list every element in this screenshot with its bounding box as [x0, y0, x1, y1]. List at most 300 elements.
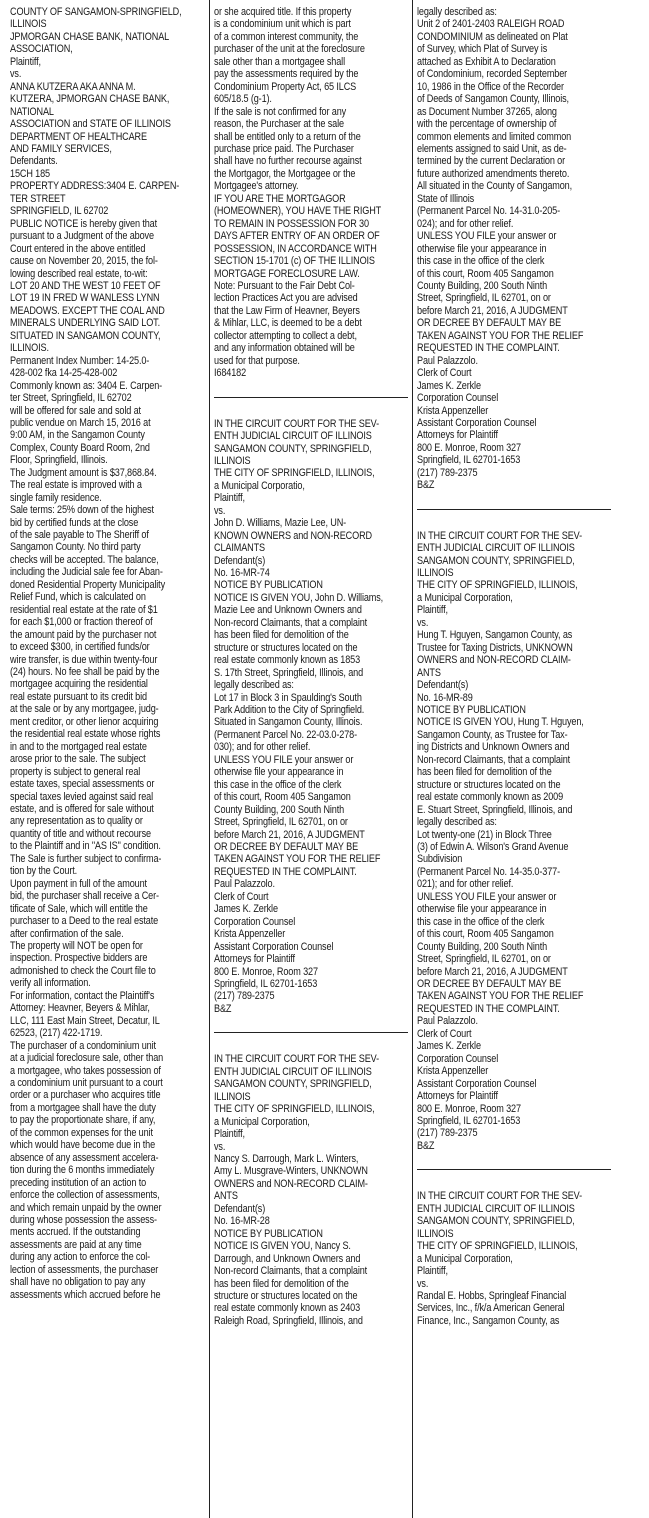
notice-text-line: Sangamon County, as Trustee for Tax-	[417, 728, 568, 741]
notice-text-line: the residential real estate whose rights	[10, 728, 161, 741]
notice-text-line: COUNTY OF SANGAMON-SPRINGFIELD,	[10, 6, 182, 18]
notice-text-line: (217) 789-2375	[417, 466, 478, 479]
notice-text-line: CLAIMANTS	[214, 542, 265, 555]
notice-text-line: NOTICE IS GIVEN YOU, John D. Williams,	[214, 591, 384, 604]
notice-text-line: real estate pursuant to its credit bid	[10, 690, 147, 703]
notice-text-line: POSSESSION, IN ACCORDANCE WITH	[214, 242, 377, 255]
notice-text-line: IN THE CIRCUIT COURT FOR THE SEV-	[214, 1053, 379, 1066]
notice-text-line: and which remain unpaid by the owner	[10, 1201, 162, 1214]
notice-text-line: 024); and for other relief.	[417, 217, 514, 230]
notice-text-line: NATIONAL	[10, 105, 54, 118]
notice-text-line: (Permanent Parcel No. 14-35.0-377-	[417, 865, 560, 878]
notice-text-line: ENTH JUDICIAL CIRCUIT OF ILLINOIS	[214, 1065, 372, 1078]
notice-text-line: of this court, Room 405 Sangamon	[417, 928, 554, 941]
notice-text-line: The purchaser of a condominium unit	[10, 1039, 156, 1052]
notice-text-line: ILLINOIS	[417, 1227, 454, 1240]
notice-text-line: with the percentage of ownership of	[417, 118, 557, 131]
notice-text-line: structure or structures located on the	[214, 641, 358, 654]
notice-text-line: Darrough, and Unknown Owners and	[214, 1252, 361, 1265]
notice-text-line: Krista Appenzeller	[417, 404, 489, 417]
notice-text-line: All situated in the County of Sangamon,	[417, 180, 573, 193]
legal-notice	[10, 6, 205, 1301]
legal-notice	[214, 1053, 408, 1327]
notice-text-line: Nancy S. Darrough, Mark L. Winters,	[214, 1152, 359, 1165]
notice-text-line: reason, the Purchaser at the sale	[214, 118, 344, 131]
notice-text-line: mortgagee acquiring the residential	[10, 678, 148, 691]
notice-text-line: B&Z	[417, 1139, 435, 1152]
notice-text-line: at the sale or by any mortgagee, judg-	[10, 703, 159, 716]
notice-text-line: before March 21, 2016, A JUDGMENT	[214, 828, 365, 841]
notice-text-line: Note: Pursuant to the Fair Debt Col-	[214, 279, 355, 292]
notice-text-line: Situated in Sangamon County, Illinois.	[214, 716, 363, 729]
notice-text-line: Clerk of Court	[417, 1027, 472, 1040]
notice-text-line: tificate of Sale, which will entitle the	[10, 902, 148, 915]
notice-text-line: KNOWN OWNERS and NON-RECORD	[214, 529, 372, 542]
notice-text-line: NOTICE IS GIVEN YOU, Nancy S.	[214, 1240, 351, 1253]
notice-text-line: Attorney: Heavner, Beyers & Mihlar,	[10, 1002, 150, 1015]
notice-text-line: SITUATED IN SANGAMON COUNTY,	[10, 329, 161, 342]
notice-text-line: 800 E. Monroe, Room 327	[417, 1102, 521, 1115]
notice-text-line: CONDOMINIUM as delineated on Plat	[417, 30, 568, 43]
notice-text-line: The Sale is further subject to confirma-	[10, 852, 162, 865]
notice-text-line: during any action to enforce the col-	[10, 1251, 151, 1264]
notice-text-line: a Municipal Corporation,	[214, 1115, 310, 1128]
notice-text-line: Plaintiff,	[417, 604, 448, 617]
notice-text-line: The Judgment amount is $37,868.84.	[10, 466, 157, 479]
column-2	[209, 0, 412, 1518]
notice-text-line: at a judicial foreclosure sale, other than	[10, 1052, 164, 1065]
notice-text-line: or she acquired title. If this property	[214, 6, 352, 18]
notice-text-line: OR DECREE BY DEFAULT MAY BE	[214, 841, 359, 853]
notice-text-line: (3) of Edwin A. Wilson's Grand Avenue	[417, 841, 569, 853]
notice-text-line: ter Street, Springfield, IL 62702	[10, 392, 132, 405]
notice-text-line: as Document Number 37265, along	[417, 105, 557, 118]
notice-text-line: If the sale is not confirmed for any	[214, 105, 347, 118]
notice-text-line: Street, Springfield, IL 62701, on or	[417, 953, 551, 966]
notice-text-line: vs.	[417, 1277, 429, 1290]
notice-text-line: ments accrued. If the outstanding	[10, 1226, 141, 1239]
notice-text-line: ILLINOIS	[214, 454, 251, 467]
notice-text-line: real estate commonly known as 1853	[214, 654, 361, 667]
notice-text-line: Street, Springfield, IL 62701, on or	[214, 816, 348, 829]
notice-text-line: IN THE CIRCUIT COURT FOR THE SEV-	[417, 529, 582, 542]
notice-text-line: THE CITY OF SPRINGFIELD, ILLINOIS,	[417, 579, 578, 592]
notice-text-line: Paul Palazzolo.	[417, 1015, 478, 1028]
notice-text-line: real estate commonly known as 2403	[214, 1302, 361, 1315]
notice-text-line: Mazie Lee and Unknown Owners and	[214, 604, 362, 617]
notice-text-line: MEADOWS. EXCEPT THE COAL AND	[10, 304, 165, 317]
notice-text-line: County Building, 200 South Ninth	[417, 279, 548, 292]
notice-text-line: SPRINGFIELD, IL 62702	[10, 205, 109, 218]
legal-notice	[214, 6, 408, 380]
notice-text-line: estate, and is offered for sale without	[10, 803, 154, 815]
notice-text-line: Assistant Corporation Counsel	[214, 940, 334, 953]
notice-text-line: ing Districts and Unknown Owners and	[417, 741, 570, 754]
notice-text-line: DEPARTMENT OF HEALTHCARE	[10, 130, 147, 143]
notice-text-line: Raleigh Road, Springfield, Illinois, and	[214, 1314, 363, 1327]
notice-text-line: John D. Williams, Mazie Lee, UN-	[214, 517, 347, 530]
notice-text-line: James K. Zerkle	[417, 379, 481, 392]
notice-text-line: OWNERS and NON-RECORD CLAIM-	[417, 654, 571, 667]
notice-text-line: ENTH JUDICIAL CIRCUIT OF ILLINOIS	[214, 430, 372, 443]
notice-divider	[214, 1032, 408, 1033]
notice-text-line: of Deeds of Sangamon County, Illinois,	[417, 93, 569, 106]
notice-text-line: (Permanent Parcel No. 14-31.0-205-	[417, 205, 560, 218]
notice-text-line: SANGAMON COUNTY, SPRINGFIELD,	[214, 1078, 372, 1091]
notice-text-line: Springfield, IL 62701-1653	[214, 977, 318, 990]
notice-text-line: has been filed for demolition of the	[214, 629, 349, 642]
notice-text-line: TAKEN AGAINST YOU FOR THE RELIEF	[417, 329, 584, 342]
notice-text-line: MINERALS UNDERLYING SAID LOT.	[10, 317, 161, 330]
notice-text-line: bid by certified funds at the close	[10, 516, 139, 529]
notice-text-line: a Municipal Corporation,	[417, 1252, 513, 1265]
notice-text-line: estate taxes, special assessments or	[10, 778, 155, 791]
notice-text-line: Attorneys for Plaintiff	[214, 953, 295, 966]
notice-text-line: (217) 789-2375	[214, 990, 275, 1003]
notice-text-line: THE CITY OF SPRINGFIELD, ILLINOIS,	[417, 1240, 578, 1253]
notice-text-line: structure or structures located on the	[214, 1289, 358, 1302]
notice-text-line: The property will NOT be open for	[10, 939, 143, 952]
notice-text-line: (24) hours. No fee shall be paid by the	[10, 666, 160, 679]
notice-text-line: real estate commonly known as 2009	[417, 791, 564, 804]
notice-text-line: lection Practices Act you are advised	[214, 292, 358, 305]
notice-text-line: S. 17th Street, Springfield, Illinois, and	[214, 666, 364, 679]
notice-text-line: OR DECREE BY DEFAULT MAY BE	[417, 977, 562, 990]
notice-text-line: For information, contact the Plaintiff's	[10, 989, 155, 1002]
notice-text-line: ment creditor, or other lienor acquiring	[10, 715, 159, 728]
notice-text-line: from a mortgagee shall have the duty	[10, 1101, 156, 1114]
notice-text-line: absence of any assessment accelera-	[10, 1151, 159, 1164]
notice-text-line: the Mortgagor, the Mortgagee or the	[214, 167, 356, 180]
legal-notice	[417, 6, 611, 492]
notice-text-line: 10, 1986 in the Office of the Recorder	[417, 80, 564, 93]
notice-text-line: preceding institution of an action to	[10, 1176, 147, 1189]
notice-text-line: (217) 789-2375	[417, 1127, 478, 1140]
notice-text-line: Unit 2 of 2401-2403 RALEIGH ROAD	[417, 18, 565, 31]
notice-text-line: elements assigned to said Unit, as de-	[417, 142, 567, 155]
notice-text-line: Plaintiff,	[10, 55, 41, 68]
notice-text-line: special taxes levied against said real	[10, 790, 153, 803]
notice-text-line: NOTICE IS GIVEN YOU, Hung T. Hguyen,	[417, 716, 584, 729]
notice-text-line: sale other than a mortgagee shall	[214, 55, 345, 68]
notice-text-line: 605/18.5 (g-1).	[214, 93, 272, 106]
notice-text-line: shall have no further recourse against	[214, 155, 362, 168]
notice-text-line: Clerk of Court	[214, 890, 269, 903]
notice-text-line: Krista Appenzeller	[417, 1065, 489, 1078]
notice-text-line: this case in the office of the clerk	[417, 915, 545, 928]
notice-text-line: OR DECREE BY DEFAULT MAY BE	[417, 317, 562, 330]
notice-text-line: vs.	[214, 1140, 226, 1153]
notice-text-line: Lot twenty-one (21) in Block Three	[417, 828, 552, 841]
notice-text-line: Sangamon County. No third party	[10, 541, 141, 554]
notice-text-line: to the Plaintiff and in "AS IS" condition.	[10, 840, 161, 853]
notice-text-line: doned Residential Property Municipality	[10, 578, 166, 591]
notice-text-line: ILLINOIS.	[10, 342, 49, 355]
notice-text-line: No. 16-MR-28	[214, 1215, 270, 1228]
notice-text-line: used for that purpose.	[214, 354, 300, 367]
column-1	[6, 0, 209, 1518]
notice-text-line: Attorneys for Plaintiff	[417, 429, 498, 442]
notice-text-line: cause on November 20, 2015, the fol-	[10, 255, 158, 268]
notice-text-line: Randal E. Hobbs, Springleaf Financial	[417, 1289, 567, 1302]
notice-text-line: otherwise file your appearance in	[417, 242, 547, 255]
notice-text-line: arose prior to the sale. The subject	[10, 753, 146, 766]
notice-text-line: 62523, (217) 422-1719.	[10, 1027, 103, 1040]
notice-text-line: quantity of title and without recourse	[10, 827, 151, 840]
notice-text-line: ASSOCIATION and STATE OF ILLINOIS	[10, 118, 171, 131]
notice-text-line: 800 E. Monroe, Room 327	[214, 965, 318, 978]
notice-text-line: wire transfer, is due within twenty-four	[10, 653, 158, 666]
notice-text-line: of this court, Room 405 Sangamon	[214, 791, 351, 804]
notice-text-line: admonished to check the Court file to	[10, 964, 156, 977]
notice-text-line: tion during the 6 months immediately	[10, 1164, 155, 1177]
notice-text-line: State of Illinois	[417, 192, 475, 205]
notice-text-line: LOT 20 AND THE WEST 10 FEET OF	[10, 279, 161, 292]
notice-text-line: JPMORGAN CHASE BANK, NATIONAL	[10, 30, 170, 43]
notice-text-line: Assistant Corporation Counsel	[417, 1077, 537, 1090]
notice-text-line: to pay the proportionate share, if any,	[10, 1114, 156, 1127]
notice-divider	[214, 397, 408, 398]
notice-text-line: KUTZERA, JPMORGAN CHASE BANK,	[10, 93, 170, 106]
notice-text-line: of Survey, which Plat of Survey is	[417, 43, 548, 56]
notice-text-line: & Mihlar, LLC, is deemed to be a debt	[214, 317, 362, 330]
notice-text-line: 030); and for other relief.	[214, 741, 311, 754]
notice-text-line: James K. Zerkle	[417, 1040, 481, 1053]
notice-text-line: after confirmation of the sale.	[10, 927, 124, 940]
notice-text-line: to exceed $300, in certified funds/or	[10, 641, 150, 654]
notice-text-line: termined by the current Declaration or	[417, 155, 566, 168]
notice-text-line: No. 16-MR-74	[214, 567, 270, 580]
notice-text-line: in and to the mortgaged real estate	[10, 740, 147, 753]
notice-text-line: County Building, 200 South Ninth	[417, 940, 548, 953]
notice-text-line: TO REMAIN IN POSSESSION FOR 30	[214, 217, 369, 230]
notice-text-line: purchase price paid. The Purchaser	[214, 142, 354, 155]
notice-text-line: REQUESTED IN THE COMPLAINT.	[417, 1002, 560, 1015]
notice-text-line: UNLESS YOU FILE your answer or	[417, 890, 557, 903]
notice-text-line: ILLINOIS	[417, 567, 454, 580]
notice-text-line: 15CH 185	[10, 167, 51, 180]
notice-text-line: SANGAMON COUNTY, SPRINGFIELD,	[214, 442, 372, 455]
notice-text-line: bid, the purchaser shall receive a Cer-	[10, 890, 159, 903]
notice-text-line: Commonly known as: 3404 E. Carpen-	[10, 379, 163, 392]
notice-text-line: of the common expenses for the unit	[10, 1126, 153, 1139]
notice-text-line: ANNA KUTZERA AKA ANNA M.	[10, 80, 136, 93]
notice-text-line: Street, Springfield, IL 62701, on or	[417, 292, 551, 305]
notice-text-line: Finance, Inc., Sangamon County, as	[417, 1314, 560, 1327]
notice-text-line: IN THE CIRCUIT COURT FOR THE SEV-	[214, 417, 379, 430]
notice-text-line: Paul Palazzolo.	[417, 354, 478, 367]
notice-text-line: purchaser of the unit at the foreclosure	[214, 43, 365, 56]
notice-text-line: Sale terms: 25% down of the highest	[10, 504, 154, 517]
notice-text-line: NOTICE BY PUBLICATION	[214, 579, 323, 592]
notice-text-line: Amy L. Musgrave-Winters, UNKNOWN	[214, 1165, 368, 1178]
notice-text-line: vs.	[417, 616, 429, 629]
notice-text-line: common elements and limited common	[417, 130, 572, 143]
notice-text-line: (HOMEOWNER), YOU HAVE THE RIGHT	[214, 205, 382, 218]
notice-text-line: ILLINOIS	[214, 1090, 251, 1103]
notice-text-line: attached as Exhibit A to Declaration	[417, 55, 556, 68]
notice-text-line: TER STREET	[10, 192, 66, 205]
notice-text-line: Condominium Property Act, 65 ILCS	[214, 80, 357, 93]
notice-text-line: ILLINOIS	[10, 18, 47, 31]
notice-text-line: (Permanent Parcel No. 22-03.0-278-	[214, 728, 357, 741]
notice-text-line: Plaintiff,	[214, 492, 245, 505]
notice-text-line: otherwise file your appearance in	[214, 766, 344, 779]
notice-text-line: a Municipal Corporation,	[417, 591, 513, 604]
notice-text-line: of Condominium, recorded September	[417, 68, 568, 81]
legal-notice	[417, 1190, 611, 1327]
notice-text-line: for each $1,000 or fraction thereof of	[10, 616, 153, 629]
notice-text-line: legally described as:	[417, 6, 497, 18]
notice-text-line: otherwise file your appearance in	[417, 903, 547, 916]
notice-text-line: The real estate is improved with a	[10, 479, 142, 492]
notice-text-line: Defendant(s)	[417, 679, 469, 692]
notice-text-line: future authorized amendments thereto.	[417, 167, 570, 180]
notice-text-line: legally described as:	[417, 816, 497, 829]
notice-text-line: public vendue on March 15, 2016 at	[10, 416, 151, 429]
notice-text-line: order or a purchaser who acquires title	[10, 1089, 161, 1102]
notice-text-line: SECTION 15-1701 (c) OF THE ILLINOIS	[214, 255, 375, 268]
notice-text-line: I684182	[214, 367, 247, 380]
notice-text-line: REQUESTED IN THE COMPLAINT.	[214, 865, 357, 878]
notice-text-line: SANGAMON COUNTY, SPRINGFIELD,	[417, 554, 575, 567]
notice-text-line: lowing described real estate, to-wit:	[10, 267, 148, 280]
notice-text-line: of this court, Room 405 Sangamon	[417, 267, 554, 280]
notice-text-line: Springfield, IL 62701-1653	[417, 454, 521, 467]
notice-text-line: inspection. Prospective bidders are	[10, 952, 148, 965]
notice-text-line: before March 21, 2016, A JUDGMENT	[417, 304, 568, 317]
notice-text-line: ASSOCIATION,	[10, 43, 73, 56]
notice-text-line: the amount paid by the purchaser not	[10, 628, 157, 641]
notice-text-line: No. 16-MR-89	[417, 691, 473, 704]
notice-text-line: TAKEN AGAINST YOU FOR THE RELIEF	[417, 990, 584, 1003]
notice-text-line: Relief Fund, which is calculated on	[10, 591, 146, 604]
notice-text-line: NOTICE BY PUBLICATION	[417, 704, 526, 717]
notice-text-line: REQUESTED IN THE COMPLAINT.	[417, 342, 560, 355]
notice-text-line: County Building, 200 South Ninth	[214, 803, 345, 816]
notice-text-line: residential real estate at the rate of $1	[10, 603, 158, 616]
notice-text-line: and any information obtained will be	[214, 342, 355, 355]
notice-text-line: Floor, Springfield, Illinois.	[10, 454, 108, 467]
notice-text-line: Complex, County Board Room, 2nd	[10, 441, 150, 454]
notice-text-line: TAKEN AGAINST YOU FOR THE RELIEF	[214, 853, 381, 866]
notice-text-line: structure or structures located on the	[417, 778, 561, 791]
notice-text-line: Permanent Index Number: 14-25.0-	[10, 354, 150, 367]
notice-text-line: Lot 17 in Block 3 in Spaulding's South	[214, 691, 362, 704]
notice-text-line: IN THE CIRCUIT COURT FOR THE SEV-	[417, 1190, 582, 1203]
notice-text-line: lection of assessments, the purchaser	[10, 1263, 159, 1276]
notice-text-line: of a common interest community, the	[214, 30, 359, 43]
notice-text-line: before March 21, 2016, A JUDGMENT	[417, 965, 568, 978]
notice-text-line: PUBLIC NOTICE is hereby given that	[10, 217, 158, 230]
notice-text-line: verify all information.	[10, 977, 91, 990]
notice-text-line: Plaintiff,	[214, 1128, 245, 1141]
notice-divider	[417, 1169, 611, 1170]
notice-text-line: THE CITY OF SPRINGFIELD, ILLINOIS,	[214, 467, 375, 480]
notice-text-line: property is subject to general real	[10, 765, 141, 778]
notice-text-line: SANGAMON COUNTY, SPRINGFIELD,	[417, 1215, 575, 1228]
notice-text-line: Non-record Claimants, that a complaint	[214, 1265, 368, 1278]
notice-text-line: is a condominium unit which is part	[214, 18, 351, 31]
notice-text-line: pursuant to a Judgment of the above	[10, 230, 154, 243]
notice-text-line: Defendants.	[10, 155, 58, 168]
notice-text-line: AND FAMILY SERVICES,	[10, 142, 112, 155]
notice-text-line: Springfield, IL 62701-1653	[417, 1114, 521, 1127]
notice-divider	[417, 509, 611, 510]
notice-text-line: checks will be accepted. The balance,	[10, 553, 159, 566]
notice-text-line: LOT 19 IN FRED W WANLESS LYNN	[10, 292, 160, 305]
notice-text-line: ENTH JUDICIAL CIRCUIT OF ILLINOIS	[417, 542, 575, 555]
notice-text-line: E. Stuart Street, Springfield, Illinois, and	[417, 803, 573, 816]
notice-text-line: single family residence.	[10, 491, 102, 504]
notice-text-line: Paul Palazzolo.	[214, 878, 275, 891]
notice-text-line: purchaser to a Deed to the real estate	[10, 915, 159, 928]
notice-text-line: ANTS	[214, 1190, 238, 1203]
notice-text-line: shall have no obligation to pay any	[10, 1276, 146, 1289]
notice-text-line: MORTGAGE FORECLOSURE LAW.	[214, 267, 360, 280]
notice-text-line: B&Z	[214, 1002, 232, 1015]
notice-text-line: assessments are paid at any time	[10, 1238, 142, 1251]
notice-text-line: Services, Inc., f/k/a American General	[417, 1302, 565, 1315]
notice-text-line: 9:00 AM, in the Sangamon County	[10, 429, 145, 442]
notice-text-line: ANTS	[417, 666, 441, 679]
notice-text-line: Defendant(s)	[214, 554, 266, 567]
notice-text-line: assessments which accrued before he	[10, 1288, 161, 1301]
notice-text-line: 021); and for other relief.	[417, 878, 514, 891]
notice-text-line: Corporation Counsel	[417, 1052, 499, 1065]
notice-text-line: B&Z	[417, 479, 435, 492]
notice-text-line: Park Addition to the City of Springfield.	[214, 704, 365, 717]
notice-text-line: will be offered for sale and sold at	[10, 404, 141, 417]
notice-text-line: enforce the collection of assessments,	[10, 1189, 160, 1202]
notice-text-line: Hung T. Hguyen, Sangamon County, as	[417, 629, 573, 642]
notice-text-line: UNLESS YOU FILE your answer or	[214, 753, 354, 766]
notice-text-line: of the sale payable to The Sheriff of	[10, 529, 149, 542]
notice-text-line: collector attempting to collect a debt,	[214, 329, 357, 342]
notice-text-line: tion by the Court.	[10, 865, 78, 878]
notice-text-line: that the Law Firm of Heavner, Beyers	[214, 304, 360, 317]
notice-text-line: OWNERS and NON-RECORD CLAIM-	[214, 1177, 368, 1190]
notice-text-line: any representation as to quality or	[10, 815, 143, 828]
notice-text-line: UNLESS YOU FILE your answer or	[417, 230, 557, 243]
notice-text-line: this case in the office of the clerk	[214, 778, 342, 791]
notice-text-line: vs.	[10, 68, 22, 81]
notice-text-line: Corporation Counsel	[417, 392, 499, 405]
notice-text-line: legally described as:	[214, 679, 294, 692]
notice-text-line: during whose possession the assess-	[10, 1213, 157, 1226]
notice-text-line: PROPERTY ADDRESS:3404 E. CARPEN-	[10, 180, 180, 193]
notice-text-line: shall be entitled only to a return of the	[214, 130, 361, 143]
notice-text-line: pay the assessments required by the	[214, 68, 359, 81]
notice-text-line: 800 E. Monroe, Room 327	[417, 441, 521, 454]
notice-text-line: a condominium unit pursuant to a court	[10, 1076, 163, 1089]
notice-text-line: LLC, 111 East Main Street, Decatur, IL	[10, 1014, 160, 1027]
notice-text-line: which would have become due in the	[10, 1139, 156, 1152]
notice-text-line: NOTICE BY PUBLICATION	[214, 1227, 323, 1240]
notice-text-line: DAYS AFTER ENTRY OF AN ORDER OF	[214, 230, 380, 243]
notice-text-line: this case in the office of the clerk	[417, 255, 545, 268]
notice-text-line: Assistant Corporation Counsel	[417, 416, 537, 429]
notice-text-line: ENTH JUDICIAL CIRCUIT OF ILLINOIS	[417, 1202, 575, 1215]
notice-text-line: Corporation Counsel	[214, 915, 296, 928]
legal-notice	[214, 418, 408, 1016]
notice-text-line: a mortgagee, who takes possession of	[10, 1064, 161, 1077]
notice-text-line: THE CITY OF SPRINGFIELD, ILLINOIS,	[214, 1103, 375, 1116]
notice-text-line: Subdivision	[417, 853, 463, 866]
notice-text-line: a Municipal Corporatio,	[214, 479, 305, 492]
notice-text-line: Attorneys for Plaintiff	[417, 1090, 498, 1103]
notice-text-line: 428-002 fka 14-25-428-002	[10, 367, 118, 380]
